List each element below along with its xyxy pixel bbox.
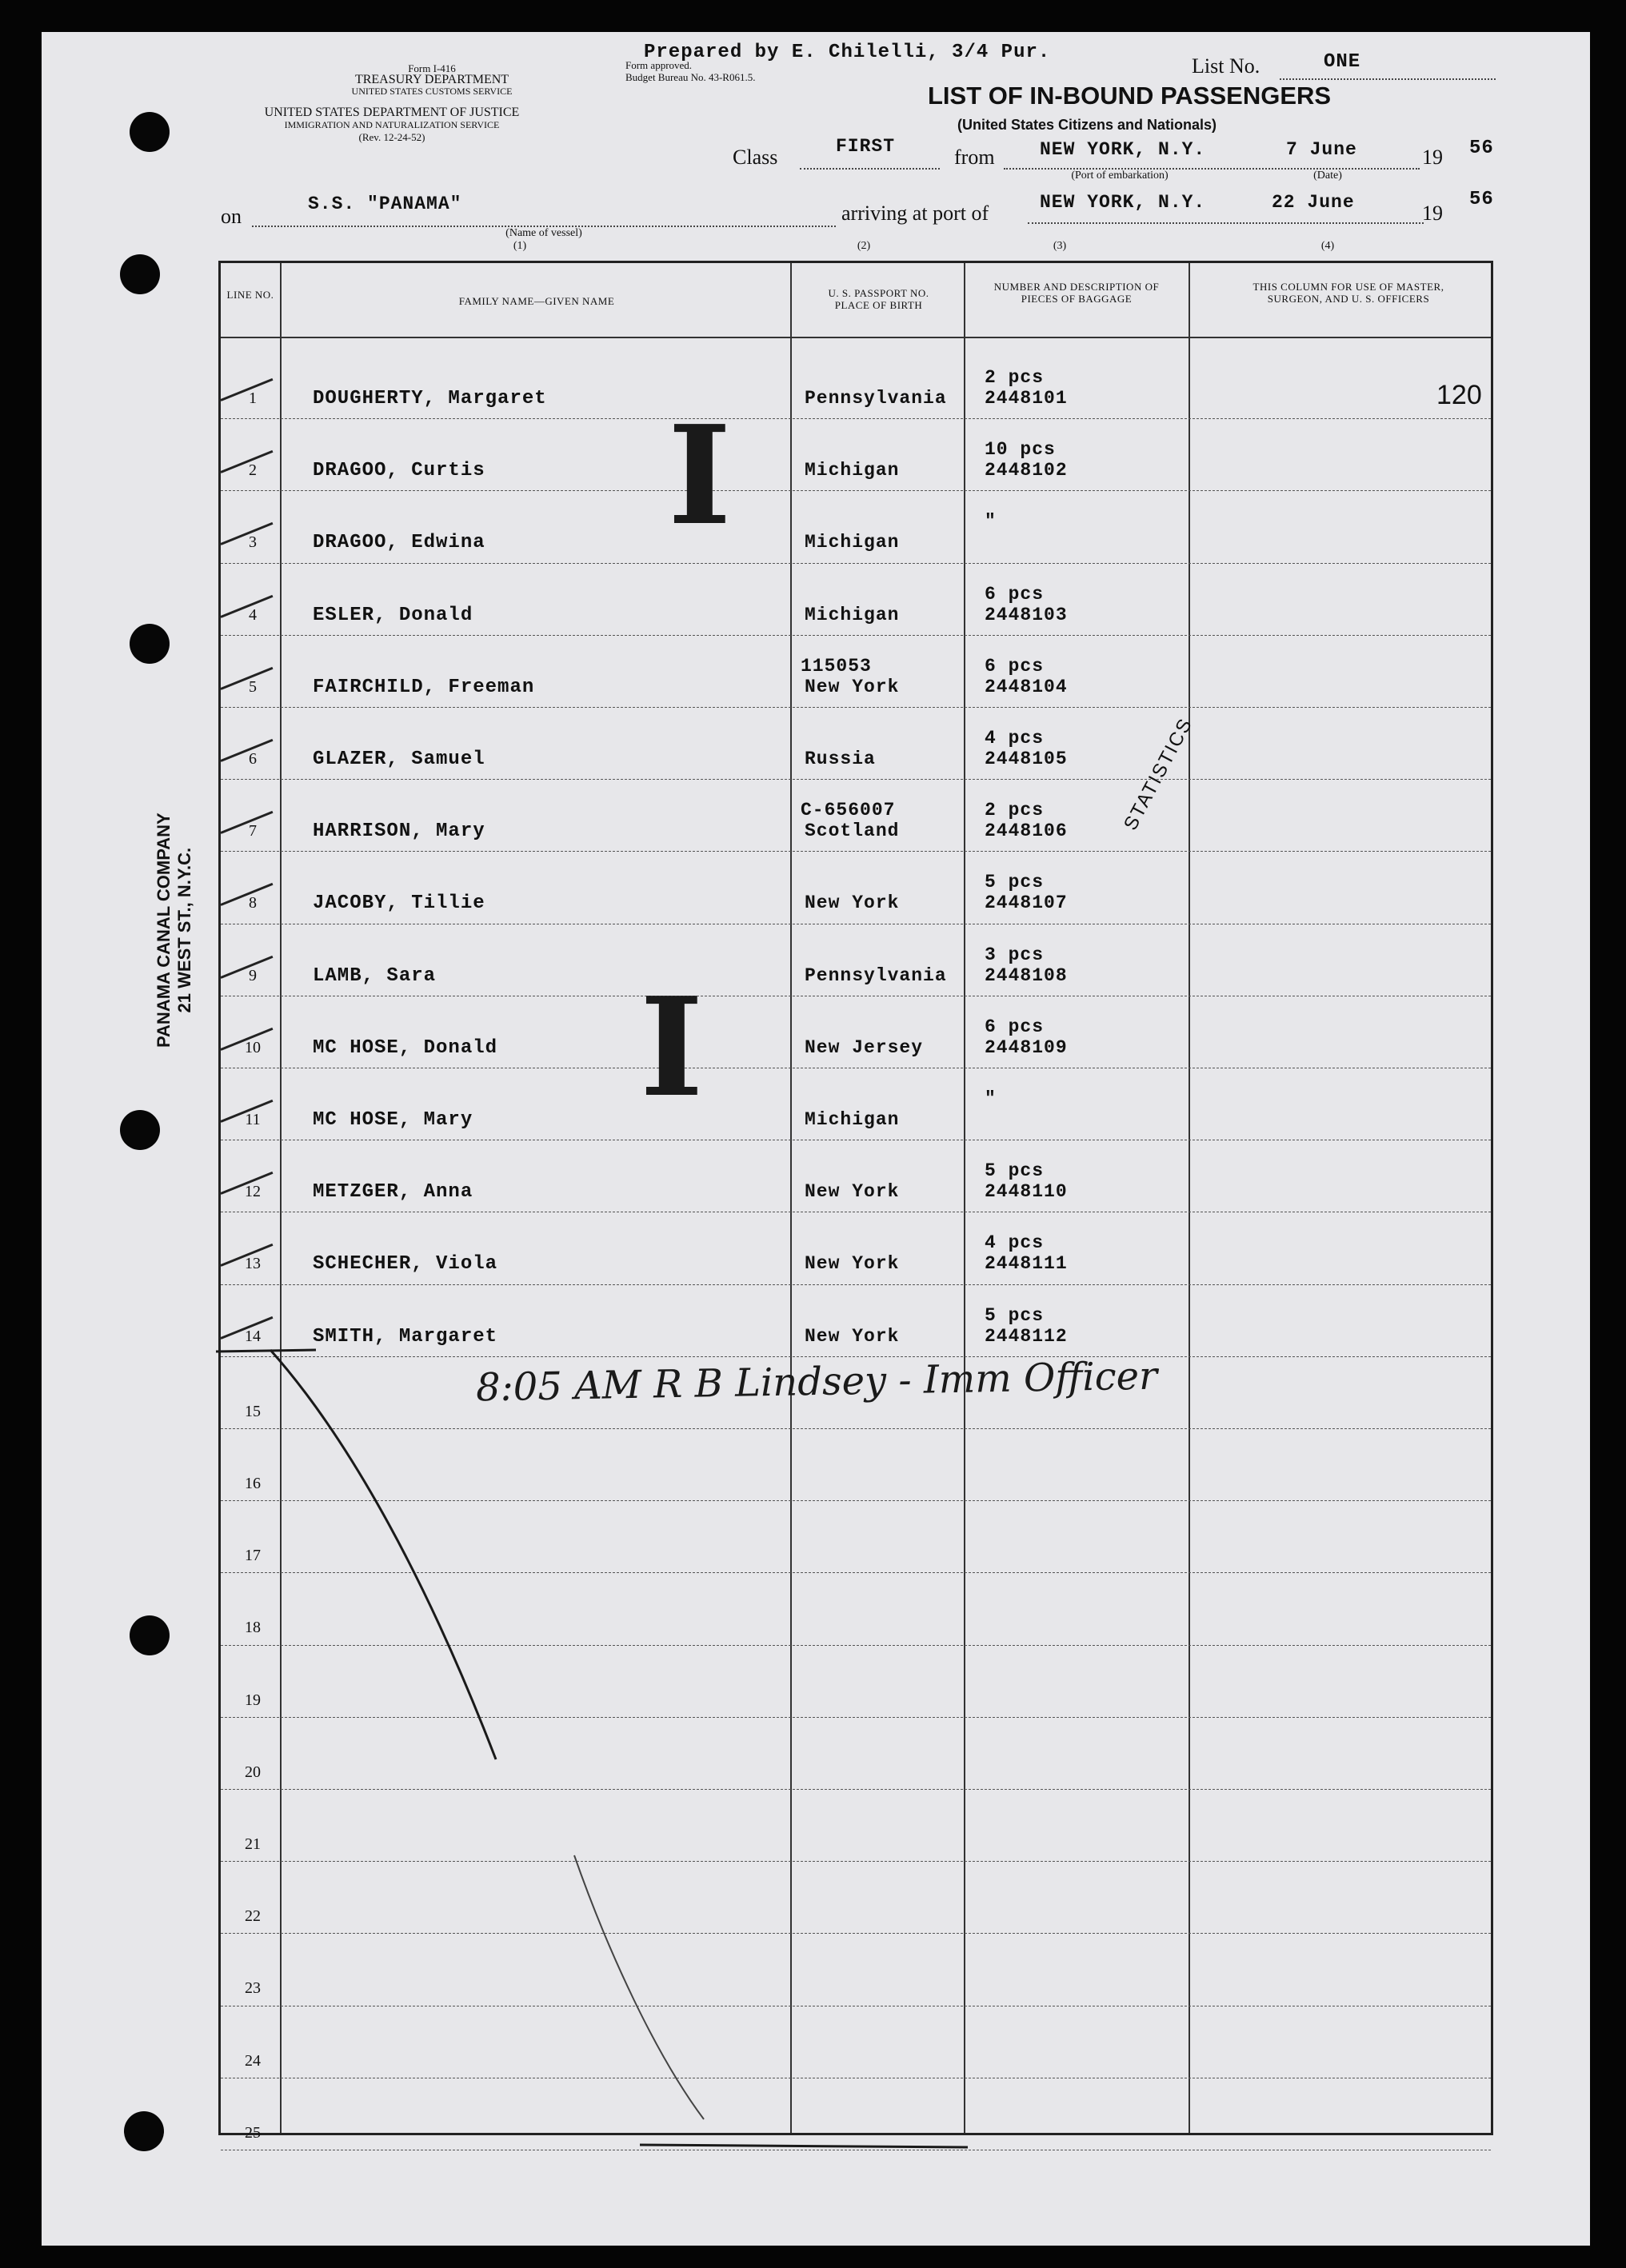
baggage-tag: 2448101: [985, 388, 1068, 409]
table-row: [221, 784, 1491, 856]
baggage-pieces: 6 pcs: [985, 583, 1045, 605]
birthplace: Pennsylvania: [805, 388, 947, 409]
table-row: [221, 928, 1491, 1000]
col-header-officers: THIS COLUMN FOR USE OF MASTER, SURGEON, AND U. S. OFFICERS: [1252, 281, 1444, 305]
form-number: Form I-416: [408, 62, 456, 74]
line-number: 3: [249, 533, 257, 552]
passenger-name: LAMB, Sara: [313, 964, 437, 987]
passenger-name: DRAGOO, Edwina: [313, 532, 485, 554]
row-rule: [221, 1645, 1491, 1646]
side-stamp-line2: 21 WEST ST., N.Y.C.: [174, 847, 194, 1013]
line-number: 7: [249, 822, 257, 841]
line-number: 12: [245, 1183, 261, 1201]
col-num-2: (2): [857, 240, 871, 252]
passenger-name: HARRISON, Mary: [313, 821, 485, 843]
birthplace: New York: [805, 676, 900, 697]
birthplace: Michigan: [805, 532, 900, 553]
baggage-tag: 2448109: [985, 1036, 1068, 1058]
form-subtitle: (United States Citizens and Nationals): [957, 117, 1217, 133]
treasury-dept: TREASURY DEPARTMENT: [354, 73, 509, 86]
col-header-passport: U. S. PASSPORT NO. PLACE OF BIRTH: [828, 287, 929, 311]
class-line: [800, 168, 940, 170]
baggage-tag: 2448107: [985, 892, 1068, 914]
col-header-name: FAMILY NAME—GIVEN NAME: [458, 295, 615, 307]
passenger-name: DRAGOO, Curtis: [313, 460, 485, 482]
passenger-name: ESLER, Donald: [313, 604, 473, 626]
baggage-pieces: 5 pcs: [985, 872, 1045, 893]
baggage-pieces: 10 pcs: [985, 439, 1056, 461]
line-number: 10: [245, 1038, 261, 1056]
col-header-baggage: NUMBER AND DESCRIPTION OF PIECES OF BAGGAGE: [993, 281, 1160, 305]
baggage-pieces: ": [985, 1088, 997, 1109]
row-rule: [221, 1933, 1491, 1934]
col-num-4: (4): [1320, 240, 1335, 252]
arrival-year: 56: [1469, 189, 1494, 210]
arrival-year-prefix: 19: [1422, 202, 1443, 225]
class-value: FIRST: [836, 136, 896, 157]
line-number: 22: [245, 1907, 261, 1926]
table-row: [221, 568, 1491, 640]
passport-number: 115053: [801, 655, 872, 677]
line-number: 23: [245, 1979, 261, 1998]
col-num-3: (3): [1053, 240, 1067, 252]
baggage-pieces: 6 pcs: [985, 1016, 1045, 1037]
passport-number: C-656007: [801, 800, 896, 821]
arrival-line: [1028, 222, 1424, 224]
from-date: 7 June: [1286, 139, 1357, 160]
passenger-name: JACOBY, Tillie: [313, 892, 485, 915]
baggage-tag: 2448110: [985, 1181, 1068, 1203]
baggage-tag: 2448106: [985, 821, 1068, 842]
binder-hole-6: [124, 2111, 164, 2151]
baggage-pieces: 3 pcs: [985, 944, 1045, 965]
baggage-pieces: 2 pcs: [985, 800, 1045, 821]
arriving-label: arriving at port of: [841, 202, 989, 225]
line-number: 21: [245, 1835, 261, 1853]
baggage-tag: 2448111: [985, 1253, 1068, 1275]
baggage-pieces: 4 pcs: [985, 1232, 1045, 1254]
from-label: from: [954, 146, 995, 169]
line-number: 24: [245, 2051, 261, 2070]
form-title: LIST OF IN-BOUND PASSENGERS: [928, 82, 1332, 110]
birthplace: New York: [805, 892, 900, 914]
from-port: NEW YORK, N.Y.: [1040, 139, 1206, 160]
date-caption: (Date): [1313, 170, 1342, 182]
budget-bureau: Budget Bureau No. 43-R061.5.: [625, 71, 756, 83]
table-row: [221, 495, 1491, 567]
baggage-pieces: 2 pcs: [985, 367, 1045, 388]
justice-dept: UNITED STATES DEPARTMENT OF JUSTICE: [264, 106, 520, 119]
table-row: [221, 351, 1491, 423]
line-number: 25: [245, 2123, 261, 2142]
binder-hole-5: [130, 1615, 170, 1655]
bracket-mark-top: I: [668, 396, 732, 556]
list-no-line: [1280, 78, 1496, 80]
table-row: [221, 640, 1491, 712]
birthplace: Scotland: [805, 821, 900, 842]
table-row: [221, 423, 1491, 495]
line-number: 6: [249, 750, 257, 768]
table-row: [221, 712, 1491, 784]
baggage-tag: 2448104: [985, 676, 1068, 697]
form-approved: Form approved.: [625, 59, 693, 71]
line-number: 20: [245, 1763, 261, 1781]
birthplace: Michigan: [805, 460, 900, 481]
baggage-tag: 2448103: [985, 604, 1068, 625]
table-row: [221, 1216, 1491, 1288]
baggage-tag: 2448105: [985, 749, 1068, 769]
baggage-pieces: ": [985, 511, 997, 533]
binder-hole-2: [120, 254, 160, 294]
officer-note: 120: [1436, 380, 1482, 410]
row-rule: [221, 1572, 1491, 1573]
from-year-prefix: 19: [1422, 146, 1443, 169]
line-number: 14: [245, 1327, 261, 1345]
line-number: 2: [249, 461, 257, 480]
passenger-name: GLAZER, Samuel: [313, 749, 485, 770]
line-number: 15: [245, 1402, 261, 1420]
birthplace: Michigan: [805, 1109, 900, 1130]
port-caption: (Port of embarkation): [1071, 170, 1169, 182]
class-label: Class: [733, 146, 778, 169]
side-stamp: [154, 813, 195, 1048]
line-number: 11: [245, 1111, 261, 1128]
on-label: on: [221, 205, 242, 228]
row-rule: [221, 1428, 1491, 1429]
line-number: 1: [249, 389, 257, 407]
list-no-label: List No.: [1192, 54, 1260, 78]
line-number: 8: [249, 894, 257, 912]
line-number: 4: [249, 605, 257, 624]
binder-hole-1: [130, 112, 170, 152]
birthplace: New York: [805, 1181, 900, 1203]
passenger-table: [218, 261, 1493, 2142]
ins-service: IMMIGRATION AND NATURALIZATION SERVICE: [284, 119, 500, 130]
birthplace: Russia: [805, 749, 876, 769]
arrival-port: NEW YORK, N.Y.: [1040, 192, 1206, 213]
row-rule: [221, 1789, 1491, 1790]
baggage-tag: 2448108: [985, 964, 1068, 986]
binder-hole-4: [120, 1110, 160, 1150]
line-number: 17: [245, 1547, 261, 1565]
passenger-name: MC HOSE, Donald: [313, 1036, 498, 1059]
passenger-name: METZGER, Anna: [313, 1181, 473, 1204]
baggage-pieces: 5 pcs: [985, 1304, 1045, 1326]
line-number: 13: [245, 1255, 261, 1273]
table-row: [221, 1072, 1491, 1144]
passenger-name: SMITH, Margaret: [313, 1325, 498, 1348]
row-rule: [221, 1717, 1491, 1718]
officer-signature: 8:05 AM R B Lindsey - Imm Officer: [475, 1353, 1158, 1411]
arrival-date: 22 June: [1272, 192, 1355, 213]
side-stamp-line1: PANAMA CANAL COMPANY: [154, 813, 174, 1048]
table-row: [221, 1144, 1491, 1216]
statistics-stamp: STATISTICS: [1120, 714, 1197, 834]
binder-hole-3: [130, 624, 170, 664]
row-rule: [221, 1500, 1491, 1501]
vessel-caption: (Name of vessel): [505, 227, 582, 239]
customs-service: UNITED STATES CUSTOMS SERVICE: [351, 86, 513, 97]
col-header-line-no: LINE NO.: [226, 289, 274, 301]
birthplace: New Jersey: [805, 1036, 924, 1058]
birthplace: New York: [805, 1253, 900, 1275]
passenger-name: MC HOSE, Mary: [313, 1109, 473, 1131]
prepared-by: Prepared by E. Chilelli, 3/4 Pur.: [644, 42, 1051, 63]
vessel-name: S.S. "PANAMA": [308, 194, 462, 214]
header-rule: [221, 337, 1491, 338]
row-rule: [221, 1861, 1491, 1862]
revision: (Rev. 12-24-52): [358, 131, 425, 143]
baggage-pieces: 5 pcs: [985, 1160, 1045, 1182]
table-row: [221, 1289, 1491, 1361]
table-row: [221, 1000, 1491, 1072]
birthplace: New York: [805, 1325, 900, 1347]
birthplace: Michigan: [805, 604, 900, 625]
table-row: [221, 856, 1491, 928]
baggage-pieces: 4 pcs: [985, 728, 1045, 749]
birthplace: Pennsylvania: [805, 964, 947, 986]
passenger-name: FAIRCHILD, Freeman: [313, 676, 535, 698]
list-no-value: ONE: [1324, 51, 1361, 73]
baggage-tag: 2448112: [985, 1325, 1068, 1347]
line-number: 16: [245, 1475, 261, 1492]
line-number: 19: [245, 1691, 261, 1709]
line-number: 18: [245, 1619, 261, 1637]
baggage-tag: 2448102: [985, 460, 1068, 481]
col-num-1: (1): [513, 240, 527, 252]
line-number: 9: [249, 966, 257, 984]
passenger-name: SCHECHER, Viola: [313, 1253, 498, 1276]
passenger-name: DOUGHERTY, Margaret: [313, 388, 547, 409]
bracket-mark-bottom: I: [640, 968, 704, 1128]
baggage-pieces: 6 pcs: [985, 655, 1045, 677]
line-number: 5: [249, 677, 257, 696]
from-year: 56: [1469, 138, 1494, 159]
